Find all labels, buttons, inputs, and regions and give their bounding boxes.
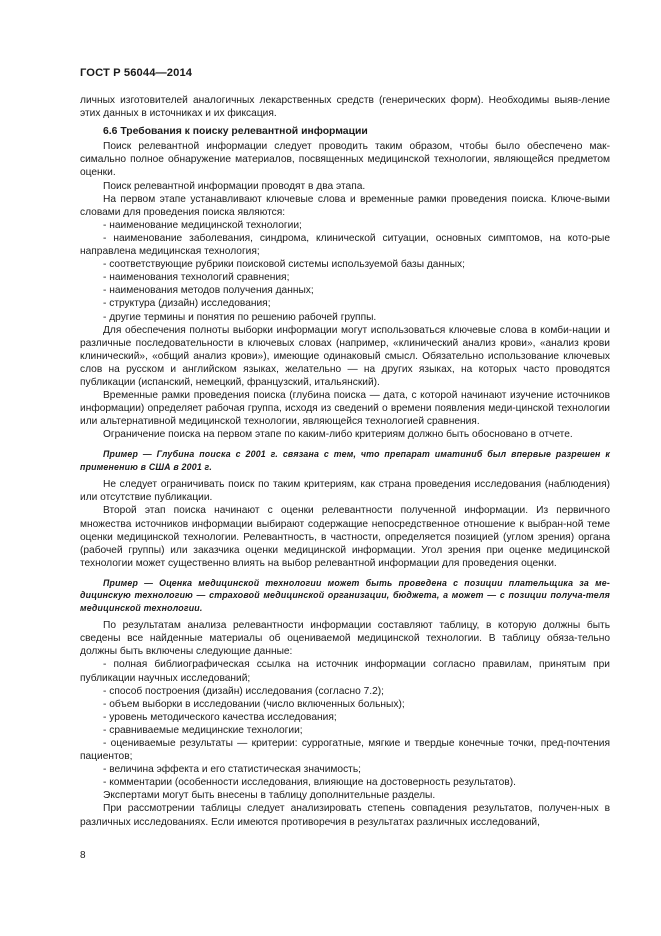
page-number: 8 [80,850,86,861]
list-item: - полная библиографическая ссылка на источник информации согласно правилам, принятым при публикации научных исследований; [80,659,610,684]
paragraph: По результатам анализа релевантности информации составляют таблицу, в которую должны быть сведены все найденные материалы об оцениваемой медицинской технологии. В таблицу обяза-тельно должны быть включены следующие данные: [80,620,610,658]
list-item: - другие термины и понятия по решению рабочей группы. [103,311,377,323]
list-item: - соответствующие рубрики поисковой системы используемой базы данных; [103,259,465,271]
paragraph-continuation: личных изготовителей аналогичных лекарственных средств (генерических форм). Необходимы выяв-ление этих данных в источниках и их фиксация. [80,95,610,120]
paragraph: Поиск релевантной информации проводят в два этапа. [103,180,366,192]
paragraph: Экспертами могут быть внесены в таблицу дополнительные разделы. [103,790,436,802]
paragraph: Для обеспечения полноты выборки информации могут использоваться ключевые слова в комби-нации и различные последовательности в ключевых словах (например, «клинический анализ крови», «анализ крови клинический», «общий анализ крови»), имеющие одинаковый смысл. Обязательно использование ключевых слов на русском и английском языках, желательно — на других языках, на которых часто проводятся публикации (испанский, немецкий, французский, итальянский). [80,324,610,388]
list-item: - комментарии (особенности исследования, влияющие на достоверность результатов). [103,777,516,789]
list-item: - наименование заболевания, синдрома, клинической ситуации, основных симптомов, на кото-рые направлена медицинская технология; [80,232,610,258]
list-item: - способ построения (дизайн) исследования (согласно 7.2); [103,685,385,697]
paragraph: Временные рамки проведения поиска (глубина поиска — дата, с которой начинают изучение источников информации) определяет рабочая группа, исходя из сведений о времени появления меди-цинской технологии или альтернативной медицинской технологии, являющейся технологией сравнения. [80,390,610,428]
paragraph: Ограничение поиска на первом этапе по каким-либо критериям должно быть обосновано в отчете. [103,429,573,441]
document-header: ГОСТ Р 56044—2014 [80,67,193,79]
document-body [80,94,610,829]
list-item: - объем выборки в исследовании (число включенных больных); [103,698,405,710]
paragraph: При рассмотрении таблицы следует анализировать степень совпадения результатов, получен-ных в различных исследованиях. Если имеются противоречия в результатах различных исследований, [80,803,610,828]
list-item: - наименование медицинской технологии; [103,219,302,231]
paragraph: Поиск релевантной информации следует проводить таким образом, чтобы было обеспечено мак-симально полное обнаружение материалов, посвященных медицинской технологии, являющейся предметом оценки. [80,141,610,179]
example-note: Пример — Глубина поиска с 2001 г. связана с тем, что препарат иматиниб был впервые разрешен к применению в США в 2001 г. [80,449,610,472]
paragraph: Не следует ограничивать поиск по таким критериям, как страна проведения исследования (наблюдения) или отсутствие публикации. [80,479,610,504]
list-item: - уровень методического качества исследования; [103,711,337,723]
paragraph: Второй этап поиска начинают с оценки релевантности полученной информации. Из первичного множества источников информации выбирают содержащие непосредственное отношение к выбран-ной теме оценки медицинской технологии. Релевантность, в частности, определяется позицией (углом зрения) органа (рабочей группы) или заказчика оценки медицинской информации. Угол зрения при оценке медицинской технологии может существенно влиять на выбор релевантной информации для проведения оценки. [80,505,610,569]
list-item: - величина эффекта и его статистическая значимость; [103,764,361,776]
list-item: - сравниваемые медицинские технологии; [103,724,303,736]
section-heading: 6.6 Требования к поиску релевантной информации [103,126,368,138]
example-note: Пример — Оценка медицинской технологии может быть проведена с позиции плательщика за ме-дицинскую технологию — страховой медицинской организации, бюджета, а может — с позиции получа-теля медицинской технологии. [80,577,610,613]
list-item: - наименования технологий сравнения; [103,272,290,284]
list-item: - наименования методов получения данных; [103,285,314,297]
paragraph: На первом этапе устанавливают ключевые слова и временные рамки проведения поиска. Ключе-выми словами для проведения поиска являются: [80,193,610,218]
list-item: - оцениваемые результаты — критерии: суррогатные, мягкие и твердые конечные точки, пред-почтения пациентов; [80,737,610,763]
list-item: - структура (дизайн) исследования; [103,298,271,310]
